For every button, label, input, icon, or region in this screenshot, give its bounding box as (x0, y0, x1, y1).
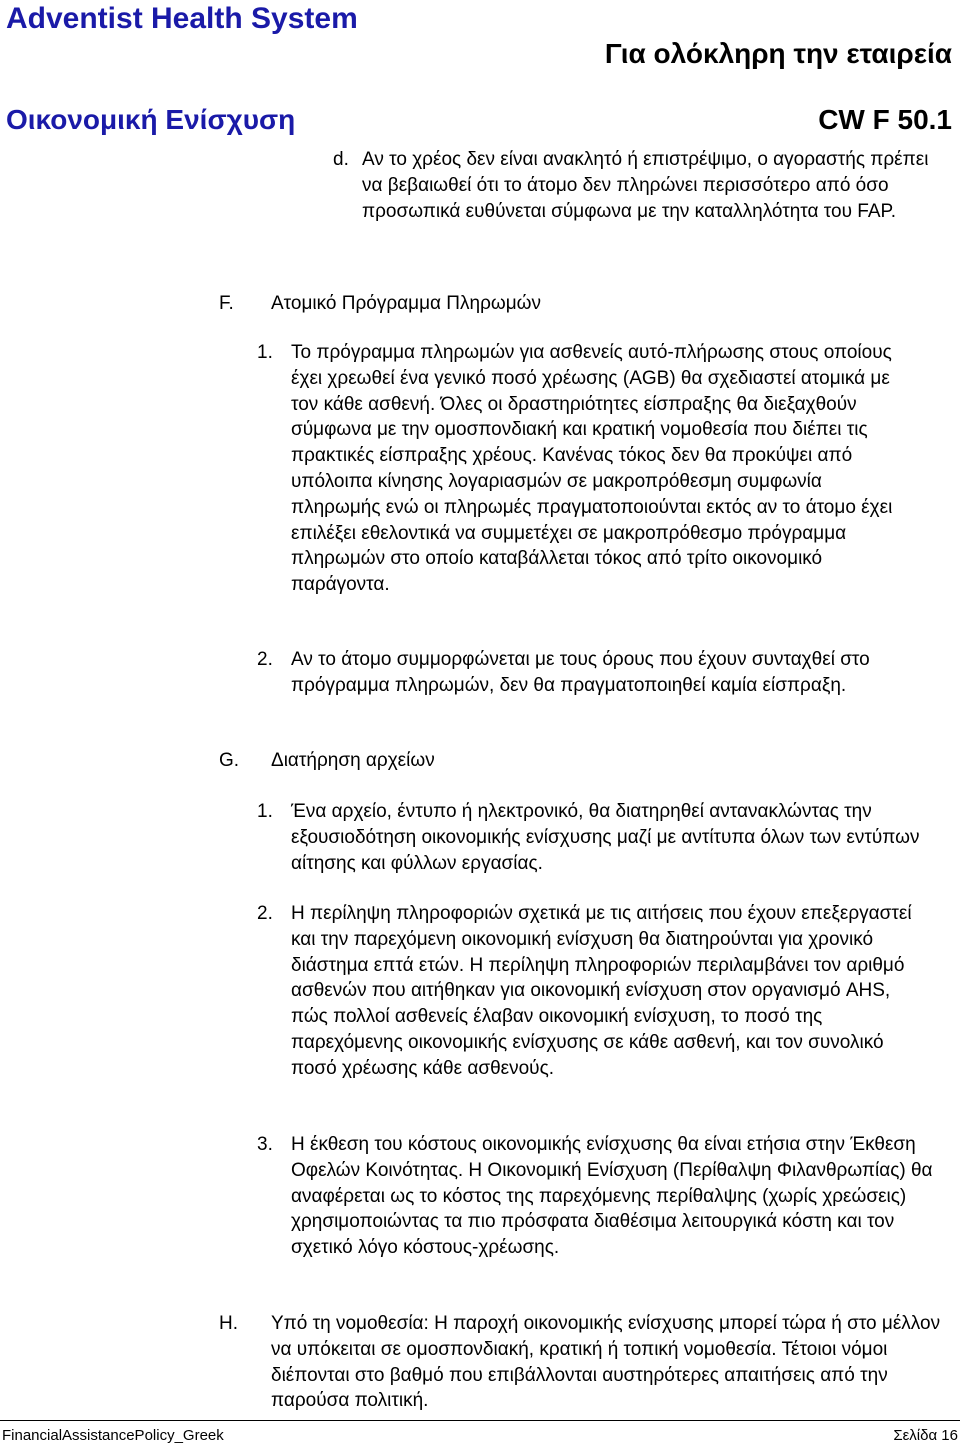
policy-code: CW F 50.1 (818, 104, 952, 135)
page-number: Σελίδα 16 (893, 1427, 958, 1444)
item-text: Αν το χρέος δεν είναι ανακλητό ή επιστρέψιμο, ο αγοραστής πρέπει να βεβαιωθεί ότι το άτομο δεν πληρώνει περισσότερο από όσο προσωπικά ευθύνεται σύμφωνα με την καταλληλότητα του FAP. (362, 149, 929, 222)
item-marker: 3. (257, 1134, 273, 1155)
section-heading: Ατομικό Πρόγραμμα Πληρωμών (271, 293, 542, 314)
section-heading: Διατήρηση αρχείων (271, 750, 435, 771)
footer-filename: FinancialAssistancePolicy_Greek (2, 1427, 224, 1444)
item-text: Η περίληψη πληροφοριών σχετικά με τις αιτήσεις που έχουν επεξεργαστεί και την παρεχόμενη οικονομική ενίσχυση θα διατηρούνται για χρονικό διάστημα επτά ετών. Η περίληψη πληροφοριών περιλαμβάνει τον αριθμό ασθενών που αιτήθηκαν για οικονομική ενίσχυση στον οργανισμό AHS, πώς πολλοί ασθενείς έλαβαν οικονομική ενίσχυση, το ποσό της παρεχόμενης οικονομικής ενίσχυσης σε κάθε ασθενή, και τον συνολικό ποσό χρέωσης κάθε ασθενούς. (291, 903, 912, 1079)
item-marker: 1. (257, 801, 273, 822)
item-text: Αν το άτομο συμμορφώνεται με τους όρους που έχουν συνταχθεί στο πρόγραμμα πληρωμών, δεν θα πραγματοποιηθεί καμία είσπραξη. (291, 649, 870, 696)
item-marker: 1. (257, 342, 273, 363)
page-footer (0, 1420, 960, 1447)
item-marker: 2. (257, 649, 273, 670)
section-marker: H. (219, 1313, 238, 1334)
section-marker: G. (219, 750, 240, 771)
item-marker: d. (333, 149, 349, 170)
item-marker: 2. (257, 903, 273, 924)
item-text: Η έκθεση του κόστους οικονομικής ενίσχυσης θα είναι ετήσια στην Έκθεση Οφελών Κοινότητας. Η Οικονομική Ενίσχυση (Περίθαλψη Φιλανθρωπίας) θα αναφέρεται ως το κόστος της παρεχόμενης περίθαλψης (χωρίς χρεώσεις) χρησιμοποιώντας τα πιο πρόσφατα διαθέσιμα λειτουργικά κόστη και τον σχετικό λόγο κόστους-χρέωσης. (291, 1134, 933, 1259)
organization-name: Adventist Health System (6, 2, 358, 35)
policy-scope: Για ολόκληρη την εταιρεία (604, 38, 952, 69)
section-text: Υπό τη νομοθεσία: Η παροχή οικονομικής ενίσχυσης μπορεί τώρα ή στο μέλλον να υπόκειται σε ομοσπονδιακή, κρατική ή τοπική νομοθεσία. Τέτοιοι νόμοι διέπονται στο βαθμό που επιβάλλονται αυστηρότερες απαιτήσεις από την παρούσα πολιτική. (271, 1313, 941, 1412)
item-text: Ένα αρχείο, έντυπο ή ηλεκτρονικό, θα διατηρηθεί αντανακλώντας την εξουσιοδότηση οικονομικής ενίσχυσης μαζί με αντίτυπα όλων των εντύπων αίτησης και φύλλων εργασίας. (291, 801, 920, 874)
section-marker: F. (219, 293, 234, 314)
section-title: Οικονομική Ενίσχυση (6, 104, 296, 135)
item-text: Το πρόγραμμα πληρωμών για ασθενείς αυτό-πλήρωσης στους οποίους έχει χρεωθεί ένα γενικό ποσό χρέωσης (AGB) θα σχεδιαστεί ατομικά με τον κάθε ασθενή. Όλες οι δραστηριότητες είσπραξης θα διεξαχθούν σύμφωνα με την ομοσπονδιακή και κρατική νομοθεσία που διέπει τις πρακτικές είσπραξης χρέους. Κανένας τόκος δεν θα προκύψει από υπόλοιπα κίνησης λογαριασμών σε μακροπρόθεσμη συμφωνία πληρωμής ενώ οι πληρωμές πραγματοποιούνται εκτός αν το άτομο έχει επιλέξει εθελοντικά να συμμετέχει σε μακροπρόθεσμο πρόγραμμα πληρωμών στο οποίο καταβάλλεται τόκος από τρίτο οικονομικό παράγοντα. (291, 342, 893, 596)
